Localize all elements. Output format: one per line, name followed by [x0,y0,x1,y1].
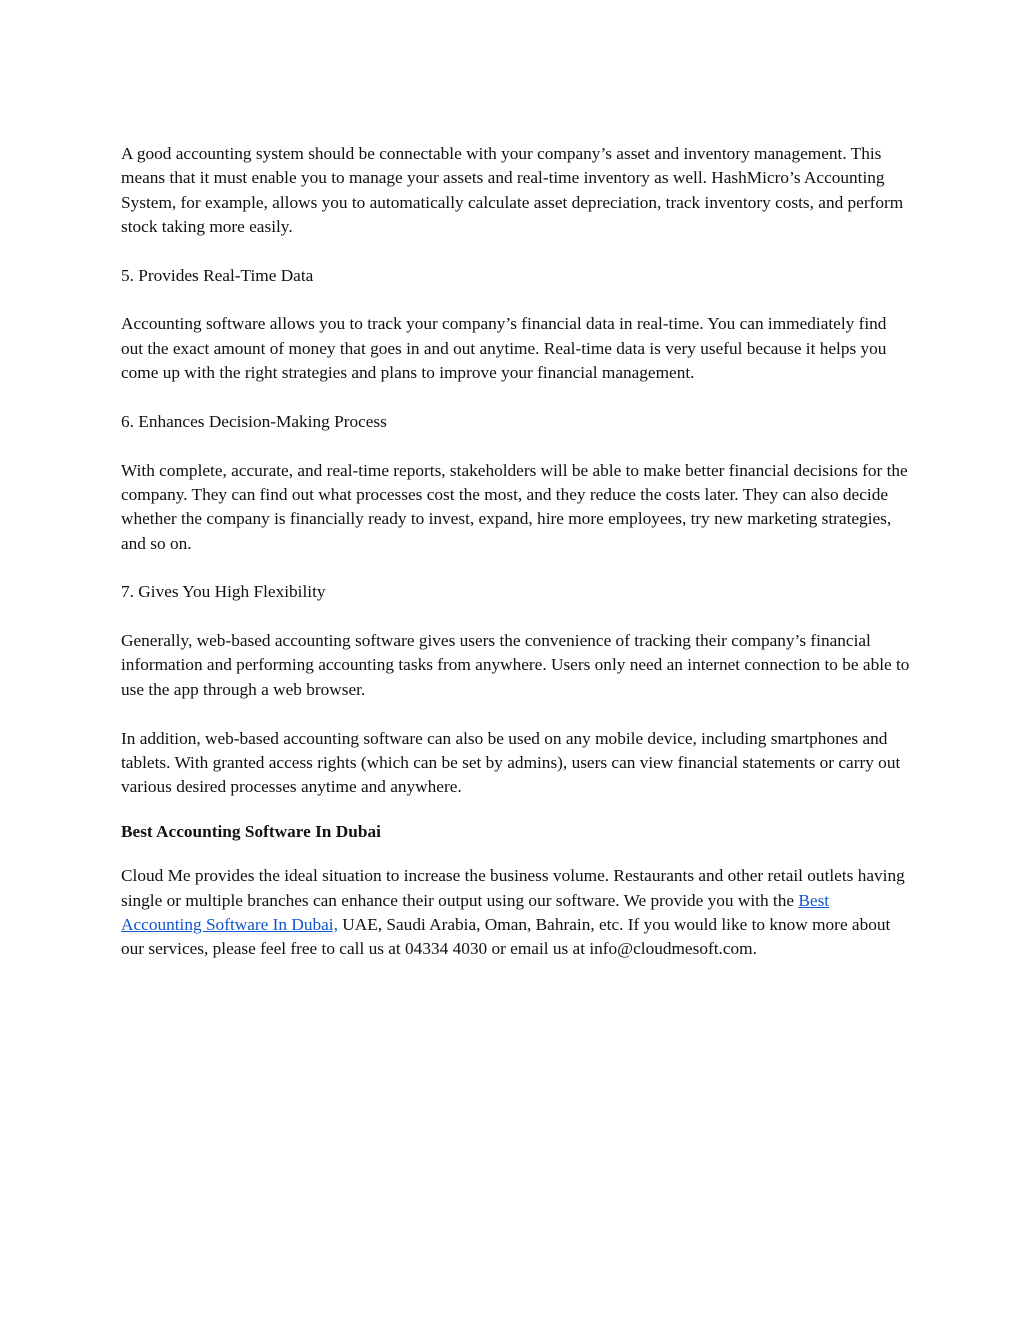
paragraph-flexibility-1: Generally, web-based accounting software gives users the convenience of tracking their company’s financial information and performing accounting tasks from anywhere. Users only need an internet connection to be able to use the app through a web browser. [121,631,910,699]
section-heading-7: 7. Gives You High Flexibility [121,582,326,602]
paragraph-real-time-data: Accounting software allows you to track your company’s financial data in real-time. You can immediately find out the exact amount of money that goes in and out anytime. Real-time data is very useful because it helps you come up with the right strategies and plans to improve your financial management. [121,314,887,383]
best-accounting-software-link[interactable]: Best Accounting Software In Dubai, [121,890,830,934]
section-heading-6: 6. Enhances Decision-Making Process [121,411,387,431]
final-text-start: Cloud Me provides the ideal situation to increase the business volume. Restaurants and other retail outlets having single or multiple branches can enhance their output using our software. We provide you with the [121,866,905,910]
paragraph-flexibility-2: In addition, web-based accounting software can also be used on any mobile device, including smartphones and tablets. With granted access rights (which can be set by admins), users can view financial statements or carry out various desired processes anytime and anywhere. [121,728,901,797]
document-body [121,142,911,986]
paragraph-cloud-me [121,864,911,961]
section-heading-5: 5. Provides Real-Time Data [121,265,314,285]
final-text-end: UAE, Saudi Arabia, Oman, Bahrain, etc. If you would like to know more about our services, please feel free to call us at 04334 4030 or email us at info@cloudmesoft.com. [121,914,891,959]
paragraph-inventory: A good accounting system should be connectable with your company’s asset and inventory management. This means that it must enable you to manage your assets and real-time inventory as well. HashMicro’s Accounting System, for example, allows you to automatically calculate asset depreciation, track inventory costs, and perform stock taking more easily. [121,144,904,236]
paragraph-decision-making: With complete, accurate, and real-time reports, stakeholders will be able to make better financial decisions for the company. They can find out what processes cost the most, and they reduce the costs later. They can also decide whether the company is financially ready to invest, expand, hire more employees, try new marketing strategies, and so on. [121,460,908,553]
bold-heading-dubai: Best Accounting Software In Dubai [121,821,381,841]
